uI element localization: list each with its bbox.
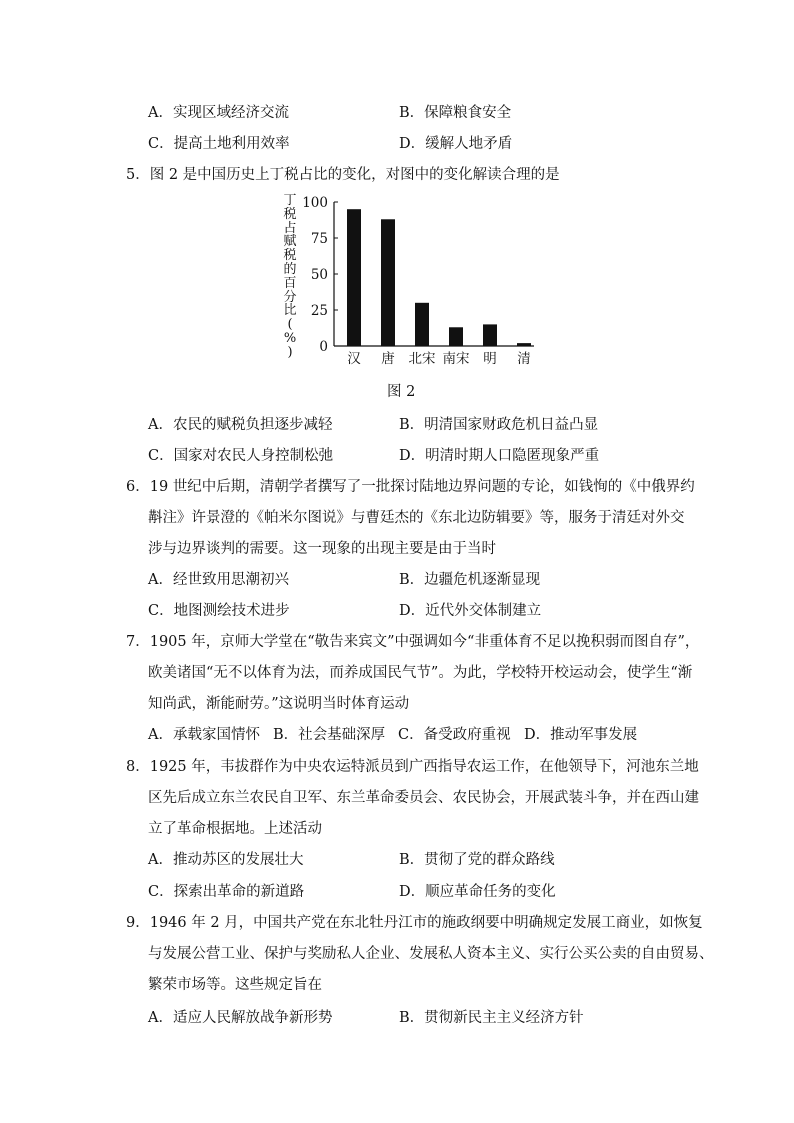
q9-line-1: 9．1946 年 2 月，中国共产党在东北牡丹江市的施政纲要中明确规定发展工商业，如恢复 — [126, 915, 703, 931]
q5-option-c: C．国家对农民人身控制松弛 — [148, 448, 334, 464]
q6-line-2: 斠注》许景澄的《帕米尔图说》与曹廷杰的《东北边防辑要》等，服务于清廷对外交 — [148, 510, 685, 526]
q6-option-c: C．地图测绘技术进步 — [148, 603, 290, 619]
y-tick-label: 50 — [310, 267, 328, 283]
q8-option-a: A．推动苏区的发展壮大 — [148, 852, 304, 868]
y-tick-label: 0 — [319, 339, 328, 355]
x-tick-label: 北宋 — [408, 351, 436, 367]
q4-option-b: B．保障粮食安全 — [399, 105, 512, 121]
bar-2 — [381, 219, 395, 346]
q5-chart — [282, 192, 542, 370]
x-tick-label: 南宋 — [442, 351, 470, 367]
x-tick-label: 汉 — [347, 351, 361, 367]
q4-option-d: D．缓解人地矛盾 — [399, 136, 513, 152]
bar-4 — [449, 327, 463, 346]
q6-option-a: A．经世致用思潮初兴 — [148, 572, 289, 588]
q5-option-d: D．明清时期人口隐匿现象严重 — [399, 448, 600, 464]
q9-option-b: B．贯彻新民主主义经济方针 — [399, 1010, 584, 1026]
q8-line-3: 立了革命根据地。上述活动 — [148, 821, 322, 837]
q6-line-3: 涉与边界谈判的需要。这一现象的出现主要是由于当时 — [148, 541, 496, 557]
q6-option-d: D．近代外交体制建立 — [399, 603, 542, 619]
y-tick-label: 75 — [310, 231, 328, 247]
q8-option-b: B．贯彻了党的群众路线 — [399, 852, 555, 868]
q9-option-a: A．适应人民解放战争新形势 — [148, 1010, 333, 1026]
q7-line-2: 欧美诸国“无不以体育为法，而养成国民气节”。为此，学校特开校运动会，使学生“渐 — [148, 665, 693, 681]
q7-line-1: 7．1905 年，京师大学堂在“敬告来宾文”中强调如今“非重体育不足以挽积弱而图自存”， — [126, 634, 700, 650]
q8-line-2: 区先后成立东兰农民自卫军、东兰革命委员会、农民协会，开展武装斗争，并在西山建 — [148, 790, 699, 806]
q6-line-1: 6．19 世纪中后期，清朝学者撰写了一批探讨陆地边界问题的专论，如钱恂的《中俄界约 — [126, 479, 695, 495]
q7-line-3: 知尚武，渐能耐劳。”这说明当时体育运动 — [148, 696, 410, 712]
x-tick-label: 唐 — [381, 351, 395, 367]
y-tick-label: 25 — [310, 303, 328, 319]
q8-option-c: C．探索出革命的新道路 — [148, 884, 305, 900]
q4-option-a: A．实现区域经济交流 — [148, 105, 289, 121]
q7-option-a: A．承载家国情怀 — [148, 727, 260, 743]
bar-1 — [347, 209, 361, 346]
y-tick-label: 100 — [302, 195, 328, 211]
bar-6 — [517, 343, 531, 346]
x-tick-label: 明 — [483, 351, 497, 367]
q5-stem: 5．图 2 是中国历史上丁税占比的变化，对图中的变化解读合理的是 — [126, 167, 560, 183]
figure-caption: 图 2 — [387, 384, 416, 400]
q6-option-b: B．边疆危机逐渐显现 — [399, 572, 541, 588]
q9-line-3: 繁荣市场等。这些规定旨在 — [148, 977, 322, 993]
bar-chart — [282, 192, 542, 370]
q7-option-d: D．推动军事发展 — [524, 727, 638, 743]
q9-line-2: 与发展公营工业、保护与奖励私人企业、发展私人资本主义、实行公买公卖的自由贸易、 — [148, 946, 714, 962]
q8-option-d: D．顺应革命任务的变化 — [399, 884, 556, 900]
q7-option-c: C．备受政府重视 — [398, 727, 511, 743]
q5-option-a: A．农民的赋税负担逐步减轻 — [148, 417, 333, 433]
q8-line-1: 8．1925 年，韦拔群作为中央农运特派员到广西指导农运工作，在他领导下，河池东兰地 — [126, 759, 699, 775]
q4-option-c: C．提高土地利用效率 — [148, 136, 290, 152]
chart-y-axis-label: 丁 税 占 赋 税 的 百 分 比 ( % ) — [283, 193, 297, 360]
q5-option-b: B．明清国家财政危机日益凸显 — [399, 417, 599, 433]
bar-5 — [483, 324, 497, 346]
q7-option-b: B．社会基础深厚 — [273, 727, 386, 743]
x-tick-label: 清 — [517, 351, 531, 367]
bar-3 — [415, 303, 429, 346]
